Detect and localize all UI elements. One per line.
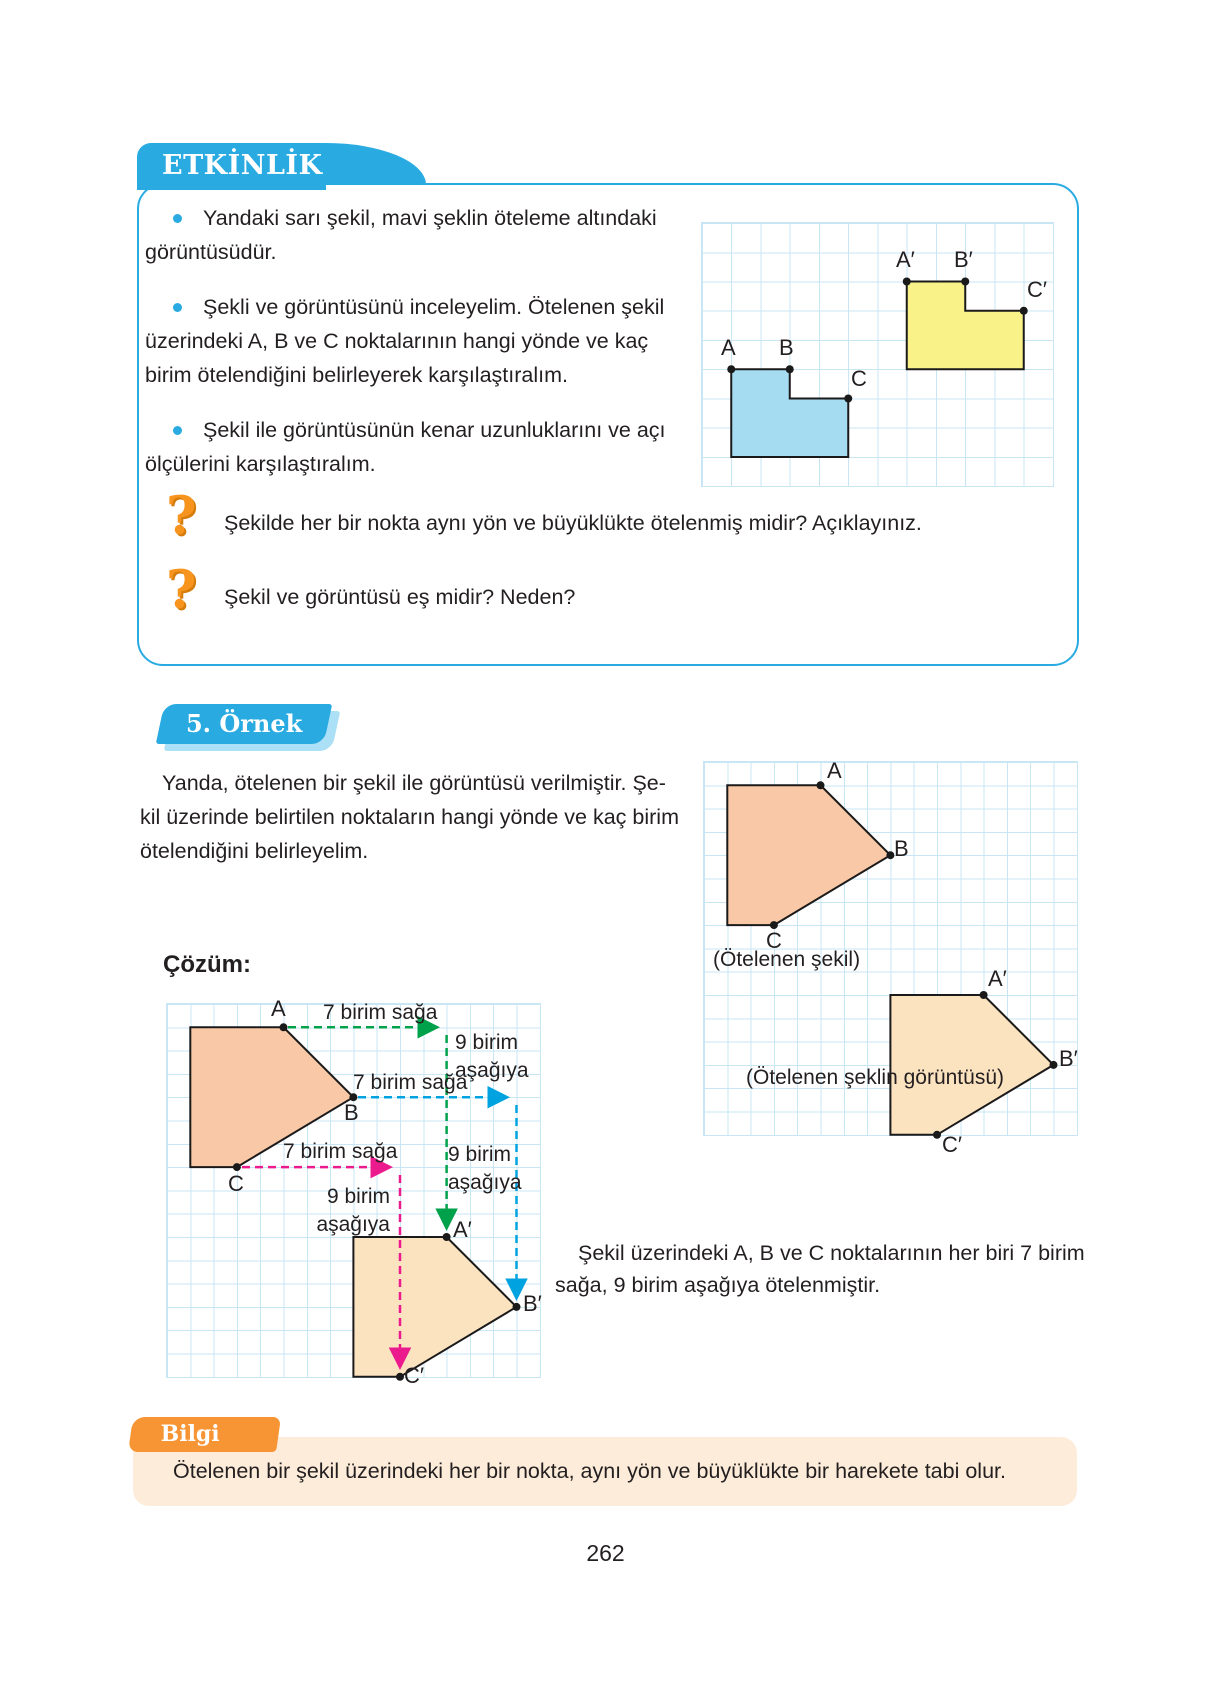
info-tab — [128, 1417, 281, 1452]
point-label-c-prime: C′ — [942, 1132, 963, 1157]
point-label-b: B — [894, 836, 909, 861]
caption-image — [746, 1066, 1004, 1090]
vertex-dot — [396, 1373, 404, 1381]
activity-tab — [137, 143, 326, 190]
arrow-label-c-right: 7 birim sağa — [283, 1140, 398, 1163]
point-label-a: A — [271, 996, 286, 1021]
page-number: 262 — [586, 1540, 625, 1566]
example-tab — [156, 704, 333, 744]
activity-line: birim ötelendiğini belirleyerek karşılaştıralım. — [145, 363, 568, 387]
question-mark-icon: ? — [166, 560, 197, 621]
point-label-a: A — [721, 335, 736, 360]
point-label-a: A — [827, 758, 842, 783]
activity-question: Şekil ve görüntüsü eş midir? Neden? — [224, 585, 576, 609]
arrow-label-b-down: 9 birim aşağıya — [448, 1143, 522, 1194]
vertex-dot — [1020, 307, 1028, 315]
activity-line: Şekli ve görüntüsünü inceleyelim. Ötelenen şekil — [145, 290, 670, 324]
blue-shape — [731, 369, 848, 457]
example-intro-line: kil üzerinde belirtilen noktaların hangi yönde ve kaç birim — [140, 805, 679, 829]
activity-tab-label: ETKİNLİK — [162, 150, 323, 181]
point-label-c: C — [851, 366, 867, 391]
vertex-dot — [903, 278, 911, 286]
vertex-dot — [933, 1131, 941, 1139]
arrow-label-c-down: 9 birim aşağıya — [316, 1185, 390, 1236]
example-tab-label: 5. Örnek — [185, 709, 303, 738]
vertex-dot — [817, 781, 825, 789]
example-intro — [140, 766, 679, 868]
point-label-b-prime: B′ — [523, 1291, 542, 1316]
activity-line: ölçülerini karşılaştıralım. — [145, 452, 376, 476]
arrow-label-a-down: 9 birim aşağıya — [455, 1031, 529, 1082]
point-label-c: C — [228, 1171, 244, 1196]
point-label-b-prime: B′ — [1059, 1046, 1078, 1071]
vertex-dot — [727, 365, 735, 373]
vertex-dot — [443, 1233, 451, 1241]
activity-question: Şekilde her bir nokta aynı yön ve büyüklükte ötelenmiş midir? Açıklayınız. — [224, 511, 922, 535]
activity-tab-swoosh — [326, 143, 426, 185]
solution-grid — [166, 996, 542, 1388]
activity-grid — [701, 222, 1054, 487]
vertex-dot — [513, 1303, 521, 1311]
caption-translated-shape: (Ötelenen şekil) — [713, 948, 861, 971]
solution-text-line: Şekil üzerindeki A, B ve C noktalarının her biri 7 birim — [578, 1241, 1085, 1265]
pentagon-shape — [727, 785, 890, 925]
example-intro-line: Yanda, ötelenen bir şekil ile görüntüsü verilmiştir. Şe- — [162, 771, 666, 795]
point-label-a-prime: A′ — [896, 247, 915, 272]
activity-line: Şekil ile görüntüsünün kenar uzunluklarını ve açı — [145, 413, 670, 447]
vertex-dot — [844, 395, 852, 403]
activity-line: üzerindeki A, B ve C noktalarının hangi yönde ve kaç — [145, 329, 649, 353]
activity-paragraph — [145, 413, 670, 481]
arrow-label-a-right: 7 birim sağa — [323, 1001, 438, 1024]
point-label-b-prime: B′ — [954, 247, 973, 272]
pentagon-image-shape — [890, 995, 1053, 1135]
solution-text-line: sağa, 9 birim aşağıya ötelenmiştir. — [555, 1273, 881, 1297]
pentagon-image-shape — [353, 1237, 516, 1377]
arrow-label-b-right: 7 birim sağa — [353, 1071, 468, 1094]
vertex-dot — [233, 1163, 241, 1171]
point-label-c-prime: C′ — [404, 1363, 425, 1388]
point-label-b: B — [344, 1100, 359, 1125]
point-label-a-prime: A′ — [453, 1217, 472, 1242]
vertex-dot — [961, 278, 969, 286]
vertex-dot — [1050, 1061, 1058, 1069]
yellow-shape — [907, 282, 1024, 370]
activity-line: Yandaki sarı şekil, mavi şeklin öteleme altındaki — [145, 201, 670, 235]
vertex-dot — [786, 365, 794, 373]
point-label-c-prime: C′ — [1027, 277, 1048, 302]
activity-paragraph — [145, 201, 670, 269]
info-tab-label: Bilgi — [160, 1421, 220, 1447]
caption-image-line: görüntüsü) — [903, 1066, 1004, 1089]
caption-image-line: (Ötelenen şeklin — [746, 1066, 898, 1089]
solution-heading: Çözüm: — [163, 951, 251, 978]
point-label-b: B — [779, 335, 794, 360]
info-text: Ötelenen bir şekil üzerindeki her bir nokta, aynı yön ve büyüklükte bir harekete tabi olur. — [173, 1459, 1006, 1483]
example-grid — [703, 758, 1078, 1157]
activity-line: görüntüsüdür. — [145, 240, 277, 264]
activity-figure — [702, 223, 1053, 486]
vertex-dot — [280, 1023, 288, 1031]
activity-text — [145, 201, 670, 502]
point-label-c: C — [766, 928, 782, 953]
example-intro-line: ötelendiğini belirleyelim. — [140, 839, 369, 863]
activity-paragraph — [145, 290, 670, 392]
vertex-dot — [980, 991, 988, 999]
point-label-a-prime: A′ — [988, 966, 1007, 991]
question-mark-icon: ? — [166, 486, 197, 547]
